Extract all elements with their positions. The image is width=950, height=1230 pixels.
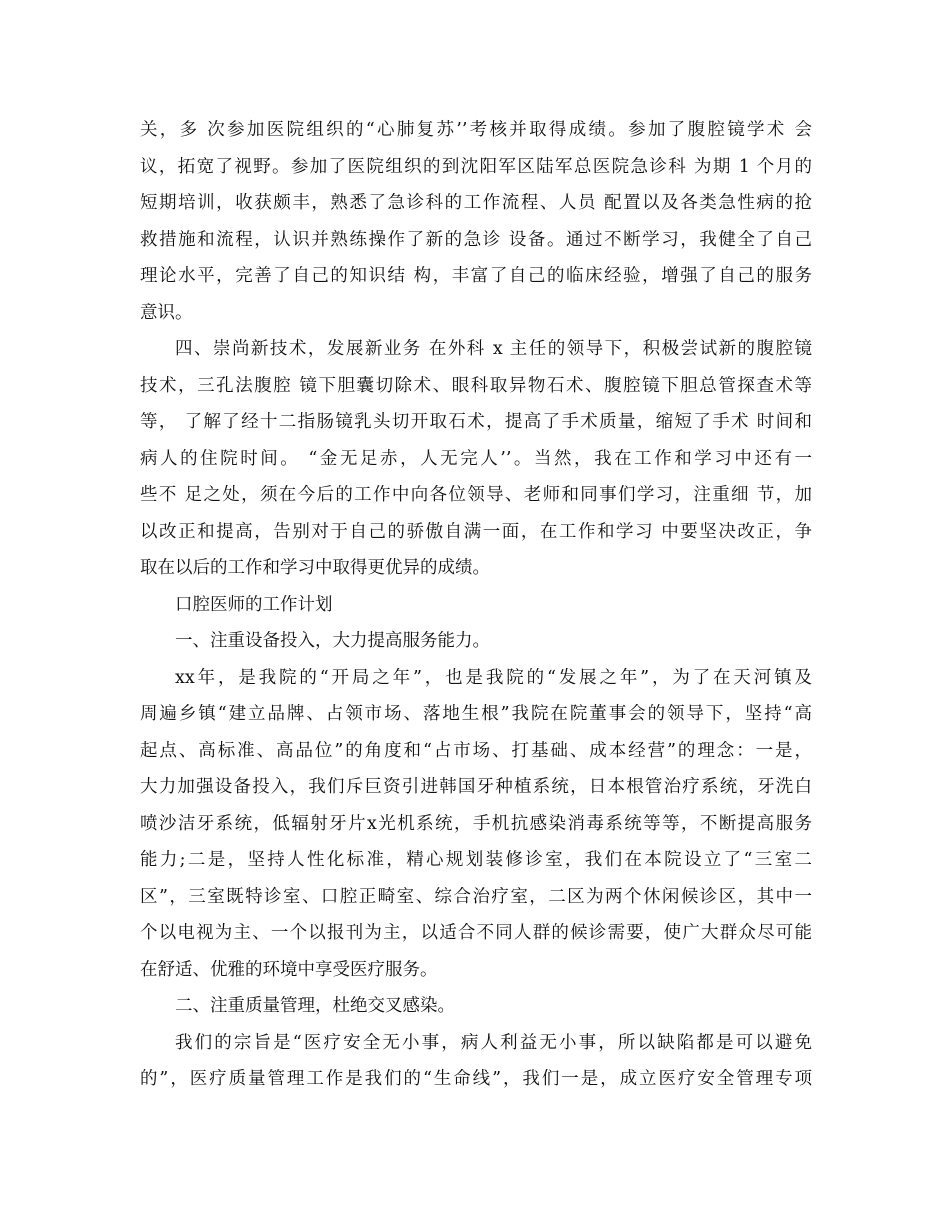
text-line: 以改正和提高，告别对于自己的骄傲自满一面，在工作和学习 中要坚决改正，争 <box>140 521 812 542</box>
text-line: 我们的宗旨是“医疗安全无小事，病人利益无小事，所以缺陷都是可以避免 <box>175 1032 812 1053</box>
text-line: 意识。 <box>140 302 193 323</box>
text-line: 技术，三孔法腹腔 镜下胆囊切除术、眼科取异物石术、腹腔镜下胆总管探查术等 <box>140 375 812 396</box>
text-line: 起点、高标准、高品位”的角度和“占市场、打基础、成本经营”的理念：一是， <box>140 740 812 761</box>
text-line: 一、注重设备投入，大力提高服务能力。 <box>175 631 490 651</box>
text-line: 关，多 次参加医院组织的“心肺复苏’’考核并取得成绩。参加了腹腔镜学术 会 <box>140 120 812 140</box>
text-line: 等， 了解了经十二指肠镜乳头切开取石术，提高了手术质量，缩短了手术 时间和 <box>140 412 812 432</box>
text-line: 区”，三室既特诊室、口腔正畸室、综合治疗室，二区为两个休闲候诊区，其中一 <box>140 886 812 907</box>
text-line: 能力;二是，坚持人性化标准，精心规划装修诊室，我们在本院设立了“三室二 <box>140 850 812 870</box>
text-line: 口腔医师的工作计划 <box>175 594 333 615</box>
text-line: 喷沙洁牙系统，低辐射牙片x光机系统，手机抗感染消毒系统等等，不断提高服务 <box>140 813 812 834</box>
text-line: 短期培训，收获颇丰，熟悉了急诊科的工作流程、人员 配置以及各类急性病的抢 <box>140 193 812 213</box>
text-line: 大力加强设备投入，我们斥巨资引进韩国牙种植系统，日本根管治疗系统，牙洗白 <box>140 777 812 797</box>
text-line: 四、崇尚新技术，发展新业务 在外科 x 主任的领导下，积极尝试新的腹腔镜 <box>175 339 812 359</box>
text-line: 在舒适、优雅的环境中享受医疗服务。 <box>140 959 438 980</box>
text-line: 取在以后的工作和学习中取得更优异的成绩。 <box>140 558 490 578</box>
text-line: 病人的住院时间。 “金无足赤，人无完人’’。当然，我在工作和学习中还有一 <box>140 448 812 469</box>
text-line: xx年，是我院的“开局之年”，也是我院的“发展之年”，为了在天河镇及 <box>175 667 812 688</box>
text-line: 救措施和流程，认识并熟练操作了新的急诊 设备。通过不断学习，我健全了自己 <box>140 229 812 250</box>
document-body <box>140 112 812 1098</box>
text-line: 的”，医疗质量管理工作是我们的“生命线”，我们一是，成立医疗安全管理专项 <box>140 1069 812 1089</box>
text-line: 二、注重质量管理，杜绝交叉感染。 <box>175 996 455 1016</box>
text-line: 理论水平，完善了自己的知识结 构，丰富了自己的临床经验，增强了自己的服务 <box>140 266 812 286</box>
text-line: 个以电视为主、一个以报刊为主，以适合不同人群的候诊需要，使广大群众尽可能 <box>140 923 812 943</box>
text-line: 周遍乡镇“建立品牌、占领市场、落地生根”我院在院董事会的领导下，坚持“高 <box>140 704 812 724</box>
text-line: 议，拓宽了视野。参加了医院组织的到沈阳军区陆军总医院急诊科 为期 1 个月的 <box>140 156 812 177</box>
text-line: 些不 足之处，须在今后的工作中向各位领导、老师和同事们学习，注重细 节，加 <box>140 485 812 505</box>
